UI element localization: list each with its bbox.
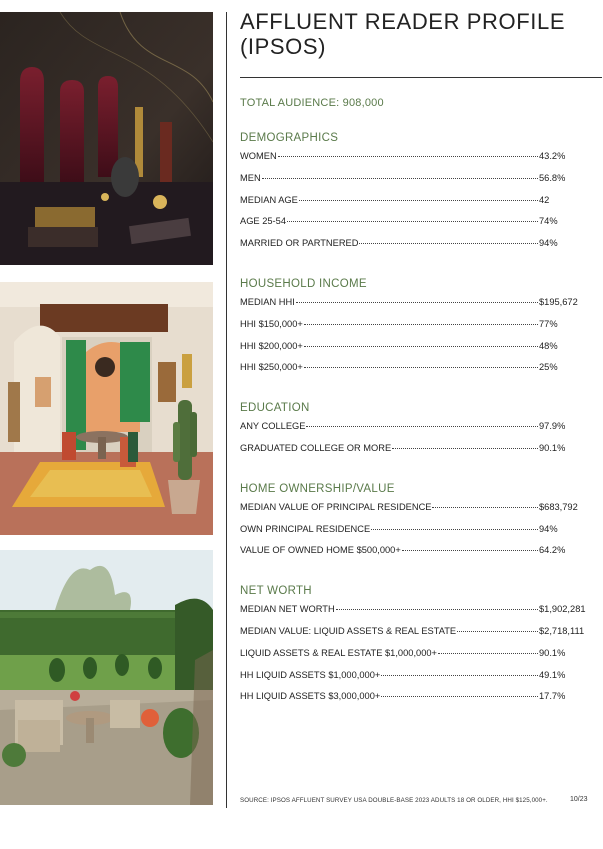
- stat-value: 25%: [539, 362, 558, 373]
- stat-value: 64.2%: [539, 545, 566, 556]
- stat-value: 56.8%: [539, 172, 566, 183]
- stat-row: [240, 524, 578, 546]
- section-heading: HOUSEHOLD INCOME: [240, 277, 367, 290]
- dot-leader: [457, 631, 538, 632]
- stat-value: 94%: [539, 238, 558, 249]
- title-rule: [240, 77, 602, 78]
- stat-label: OWN PRINCIPAL RESIDENCE: [240, 523, 371, 534]
- stat-label: MEDIAN HHI: [240, 296, 295, 307]
- dot-leader: [402, 550, 538, 551]
- stat-label: MEDIAN VALUE: LIQUID ASSETS & REAL ESTATE: [240, 625, 457, 636]
- stat-value: $1,902,281: [539, 604, 586, 615]
- stat-label: ANY COLLEGE: [240, 421, 306, 432]
- stat-label: HHI $150,000+: [240, 318, 303, 329]
- section-heading: DEMOGRAPHICS: [240, 132, 339, 144]
- stat-label: MEDIAN NET WORTH: [240, 604, 335, 615]
- stat-value: $2,718,111: [539, 625, 585, 636]
- dot-leader: [304, 346, 538, 347]
- dot-leader: [278, 156, 538, 157]
- stat-label: HHI $200,000+: [240, 340, 303, 351]
- stat-row: [240, 443, 578, 465]
- source-note: SOURCE: IPSOS AFFLUENT SURVEY USA DOUBLE-BASE 2023 ADULTS 18 OR OLDER, HHI $125,000+.: [240, 797, 548, 804]
- stat-value: 42: [539, 194, 550, 205]
- interior-photo: [0, 282, 213, 535]
- section-education: [240, 402, 578, 465]
- page-number: 10/23: [570, 796, 588, 803]
- dot-leader: [381, 675, 538, 676]
- profile-content: [240, 97, 586, 731]
- dot-leader: [304, 324, 538, 325]
- vertical-divider: [226, 12, 227, 808]
- stat-value: 49.1%: [539, 669, 566, 680]
- section-demographics: [240, 132, 578, 260]
- stat-label: HHI $250,000+: [240, 362, 303, 373]
- stat-value: 77%: [539, 318, 558, 329]
- stat-row: [240, 648, 578, 670]
- dot-leader: [299, 200, 538, 201]
- section-net-worth: [240, 585, 586, 713]
- dot-leader: [359, 243, 538, 244]
- stat-value: 74%: [539, 216, 558, 227]
- stat-row: [240, 238, 578, 260]
- stat-row: [240, 625, 585, 648]
- stat-label: AGE 25-54: [240, 216, 286, 227]
- section-heading: HOME OWNERSHIP/VALUE: [240, 482, 395, 495]
- stat-label: MARRIED OR PARTNERED: [240, 238, 359, 249]
- stat-value: 17.7%: [539, 691, 566, 702]
- section-heading: EDUCATION: [240, 402, 310, 415]
- stat-row: [240, 545, 578, 567]
- page-title: AFFLUENT READER PROFILE (IPSOS): [240, 9, 566, 59]
- dot-leader: [392, 448, 538, 449]
- section-household-income: [240, 278, 578, 384]
- dot-leader: [296, 302, 538, 303]
- stat-value: 97.9%: [539, 421, 566, 432]
- sections-container: [240, 132, 586, 713]
- section-home-ownership-value: [240, 483, 578, 567]
- stat-value: 48%: [539, 340, 558, 351]
- dot-leader: [287, 221, 538, 222]
- dot-leader: [306, 426, 538, 427]
- stat-label: HH LIQUID ASSETS $1,000,000+: [240, 669, 381, 680]
- total-audience: TOTAL AUDIENCE: 908,000: [240, 97, 384, 109]
- stat-label: MEDIAN VALUE OF PRINCIPAL RESIDENCE: [240, 501, 432, 512]
- stat-label: MEN: [240, 172, 261, 183]
- stat-label: VALUE OF OWNED HOME $500,000+: [240, 545, 401, 556]
- stat-value: 90.1%: [539, 442, 566, 453]
- stat-label: HH LIQUID ASSETS $3,000,000+: [240, 691, 381, 702]
- stat-row: [240, 362, 578, 384]
- stat-row: [240, 173, 578, 195]
- stat-row: [240, 297, 578, 319]
- stat-row: [240, 341, 578, 363]
- stat-value: 43.2%: [539, 151, 566, 161]
- stat-row: [240, 604, 586, 626]
- dot-leader: [336, 609, 538, 610]
- stat-value: 90.1%: [539, 647, 566, 658]
- stat-row: [240, 319, 578, 341]
- stat-label: LIQUID ASSETS & REAL ESTATE $1,000,000+: [240, 647, 437, 658]
- stat-label: GRADUATED COLLEGE OR MORE: [240, 442, 392, 453]
- stat-row: [240, 195, 578, 217]
- stat-label: MEDIAN AGE: [240, 194, 298, 205]
- stat-row: [240, 691, 578, 713]
- stat-label: WOMEN: [240, 151, 277, 161]
- section-heading: NET WORTH: [240, 585, 312, 598]
- stat-row: [240, 421, 578, 443]
- stat-value: $683,792: [539, 501, 578, 512]
- dot-leader: [262, 178, 538, 179]
- garden-photo: [0, 550, 213, 805]
- stat-value: $195,672: [539, 296, 578, 307]
- stat-row: [240, 151, 578, 173]
- dot-leader: [304, 367, 538, 368]
- dot-leader: [371, 529, 538, 530]
- dot-leader: [438, 653, 538, 654]
- dot-leader: [381, 696, 538, 697]
- dot-leader: [432, 507, 538, 508]
- stat-row: [240, 502, 578, 524]
- stat-row: [240, 216, 578, 238]
- still-life-photo: [0, 12, 213, 265]
- stat-value: 94%: [539, 523, 558, 534]
- stat-row: [240, 670, 578, 692]
